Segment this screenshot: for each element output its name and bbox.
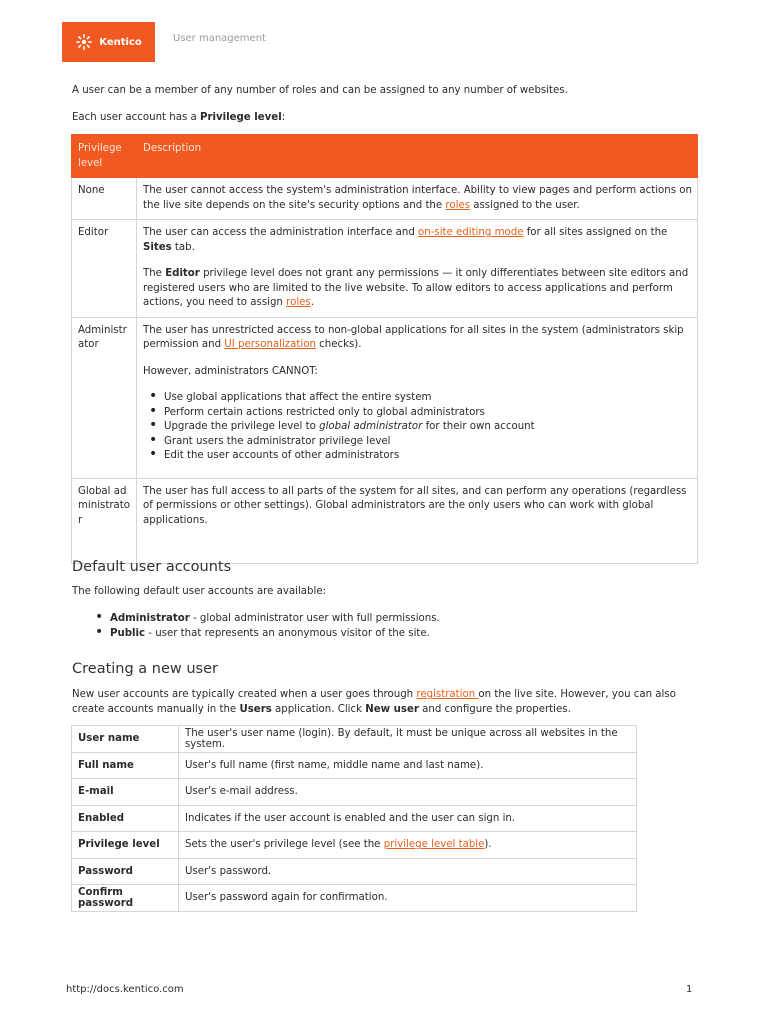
table-row (72, 832, 637, 859)
property-description: User's password. (179, 858, 637, 885)
privilege-description: The user can access the administration interface and on-site editing mode for all sites assigned on the Sites tab. The Editor privilege level does not grant any permissions — it only differentiates between site editors and registered users who are limited to the live website. To allow editors to access applications and perform actions, you need to assign roles. (137, 220, 698, 318)
list-item: • Public - user that represents an anonymous visitor of the site. (110, 627, 440, 642)
property-name: User name (72, 726, 179, 753)
list-item: • Grant users the administrator privilege level (164, 435, 692, 450)
privilege-description: The user has full access to all parts of the system for all sites, and can perform any operations (regardless of permissions or other settings). Global administrators are the only users who can work with global applications. (137, 478, 698, 563)
privilege-description: The user cannot access the system's administration interface. Ability to view pages and perform actions on the live site depends on the site's security options and the roles assigned to the user. (137, 178, 698, 220)
list-item: • Upgrade the privilege level to global administrator for their own account (164, 420, 692, 435)
page-number: 1 (686, 984, 693, 995)
default-accounts-intro: The following default user accounts are available: (72, 586, 327, 597)
table-row (72, 220, 698, 318)
table-row (72, 726, 637, 753)
table-header-row (72, 135, 698, 178)
privilege-level-table-link[interactable]: privilege level table (383, 839, 485, 851)
privilege-level-name: Editor (72, 220, 137, 318)
list-item: • Use global applications that affect the entire system (164, 391, 692, 406)
footer-url: http://docs.kentico.com (66, 984, 184, 995)
property-name: Confirm password (72, 885, 179, 912)
table-row (72, 752, 637, 779)
property-name: E-mail (72, 779, 179, 806)
table-row (72, 478, 698, 563)
ui-personalization-link[interactable]: UI personalization (224, 339, 316, 350)
kentico-logo[interactable] (62, 22, 155, 62)
table-row (72, 858, 637, 885)
privilege-level-name: None (72, 178, 137, 220)
table-row (72, 178, 698, 220)
creating-user-heading: Creating a new user (72, 661, 218, 677)
on-site-editing-link[interactable]: on-site editing mode (418, 227, 524, 238)
default-accounts-heading: Default user accounts (72, 559, 232, 575)
table-row (72, 317, 698, 478)
property-name: Privilege level (72, 832, 179, 859)
intro-privilege: Each user account has a Privilege level: (72, 112, 286, 123)
section-title: User management (173, 33, 266, 44)
privilege-description: The user has unrestricted access to non-global applications for all sites in the system (administrators skip permission and UI personalization checks). However, administrators CANNOT: • Use global applications that affect the entire system • Perform certain actions restricted only to global administrators • Upgrade the privilege level to global administrator for their own account • Grant users the administrator privilege level • Edit the user accounts of other administrators (137, 317, 698, 478)
property-description: User's password again for confirmation. (179, 885, 637, 912)
list-item: • Edit the user accounts of other administrators (164, 449, 692, 464)
property-name: Enabled (72, 805, 179, 832)
property-description: Indicates if the user account is enabled and the user can sign in. (179, 805, 637, 832)
table-row (72, 885, 637, 912)
roles-link[interactable]: roles (445, 199, 471, 211)
property-name: Password (72, 858, 179, 885)
property-description: User's full name (first name, middle name and last name). (179, 752, 637, 779)
creating-user-text: New user accounts are typically created when a user goes through registration on the live site. However, you can also create accounts manually in the Users application. Click New user and configure the properties. (72, 689, 676, 715)
property-description: User's e-mail address. (179, 779, 637, 806)
user-properties-table (71, 725, 637, 912)
property-description: Sets the user's privilege level (see the privilege level table). (179, 832, 637, 859)
privilege-level-name: Administrator (72, 317, 137, 478)
list-item: • Administrator - global administrator user with full permissions. (110, 612, 440, 627)
property-description: The user's user name (login). By default, it must be unique across all websites in the system. (179, 726, 637, 753)
privilege-level-table (71, 134, 698, 564)
column-header: Privilege level (72, 135, 137, 178)
table-row (72, 779, 637, 806)
column-header: Description (137, 135, 698, 178)
privilege-level-name: Global administrator (72, 478, 137, 563)
list-item: • Perform certain actions restricted only to global administrators (164, 406, 692, 421)
roles-link[interactable]: roles (286, 297, 311, 308)
kentico-flower-icon (75, 33, 93, 51)
registration-link[interactable]: registration (416, 689, 479, 700)
property-name: Full name (72, 752, 179, 779)
default-accounts-list (72, 612, 440, 641)
logo-text: Kentico (99, 36, 142, 48)
table-row (72, 805, 637, 832)
intro-roles: A user can be a member of any number of roles and can be assigned to any number of websites. (72, 85, 568, 96)
restrictions-list (143, 391, 692, 464)
